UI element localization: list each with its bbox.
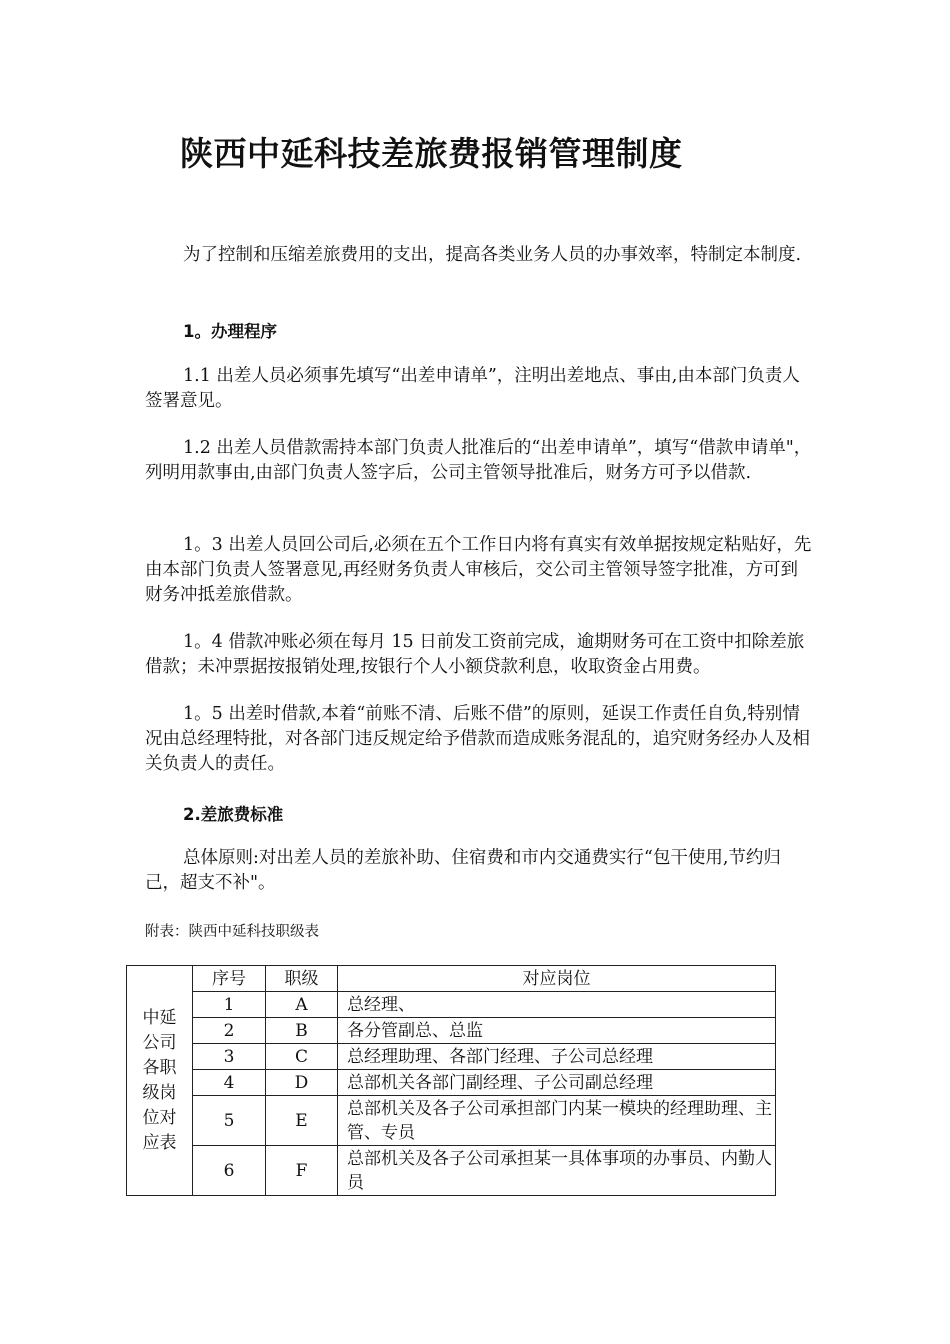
clause-1-2: 1.2 出差人员借款需持本部门负责人批准后的“出差申请单”，填写“借款申请单"，列明用款事由,由部门负责人签字后，公司主管领导批准后，财务方可予以借款.: [145, 438, 812, 483]
group-label: 中延公司各职级岗位对应表: [142, 1007, 177, 1153]
row-level: A: [266, 992, 338, 1018]
document-title: 陕西中延科技差旅费报销管理制度: [180, 134, 683, 173]
clause-1-1: 1.1 出差人员必须事先填写“出差申请单”，注明出差地点、事由,由本部门负责人签署意见。: [145, 366, 800, 411]
table-row: [127, 1044, 776, 1070]
row-level: E: [266, 1096, 338, 1146]
row-no: 3: [193, 1044, 266, 1070]
row-post: 总部机关及各子公司承担部门内某一模块的经理助理、主管、专员: [338, 1096, 776, 1146]
header-no: 序号: [193, 966, 266, 992]
row-level: C: [266, 1044, 338, 1070]
table-row: [127, 1070, 776, 1096]
header-post: 对应岗位: [338, 966, 776, 992]
row-post: 总经理助理、各部门经理、子公司总经理: [338, 1044, 776, 1070]
clause-1-3: 1。3 出差人员回公司后,必须在五个工作日内将有真实有效单据按规定粘贴好，先由本部门负责人签署意见,再经财务负责人审核后，交公司主管领导签字批准，方可到财务冲抵差旅借款。: [145, 535, 812, 605]
row-no: 1: [193, 992, 266, 1018]
row-post: 总部机关各部门副经理、子公司副总经理: [338, 1070, 776, 1096]
table-row: [127, 992, 776, 1018]
row-level: F: [266, 1146, 338, 1196]
row-post: 各分管副总、总监: [338, 1018, 776, 1044]
clause-1-5: 1。5 出差时借款,本着“前账不清、后账不借”的原则，延误工作责任自负,特别情况由总经理特批，对各部门违反规定给予借款而造成账务混乱的，追究财务经办人及相关负责人的责任。: [145, 704, 810, 774]
section-2-heading: 2.差旅费标准: [183, 805, 284, 824]
section-1-heading: 1。办理程序: [183, 322, 277, 341]
table-row: [127, 1018, 776, 1044]
group-label-cell: [127, 966, 193, 1196]
section-2-principle: 总体原则:对出差人员的差旅补助、住宿费和市内交通费实行“包干使用,节约归己，超支不补"。: [145, 848, 781, 893]
grade-table: [126, 965, 776, 1196]
table-header-row: [127, 966, 776, 992]
row-no: 2: [193, 1018, 266, 1044]
header-level: 职级: [266, 966, 338, 992]
clause-1-4: 1。4 借款冲账必须在每月 15 日前发工资前完成，逾期财务可在工资中扣除差旅借款；未冲票据按报销处理,按银行个人小额贷款利息，收取资金占用费。: [145, 632, 805, 677]
table-caption: 附表：陕西中延科技职级表: [145, 924, 319, 940]
row-post: 总部机关及各子公司承担某一具体事项的办事员、内勤人员: [338, 1146, 776, 1196]
table-row: [127, 1146, 776, 1196]
row-level: B: [266, 1018, 338, 1044]
row-no: 5: [193, 1096, 266, 1146]
intro-paragraph: 为了控制和压缩差旅费用的支出，提高各类业务人员的办事效率，特制定本制度.: [183, 245, 802, 265]
row-no: 4: [193, 1070, 266, 1096]
row-no: 6: [193, 1146, 266, 1196]
row-level: D: [266, 1070, 338, 1096]
row-post: 总经理、: [338, 992, 776, 1018]
table-row: [127, 1096, 776, 1146]
